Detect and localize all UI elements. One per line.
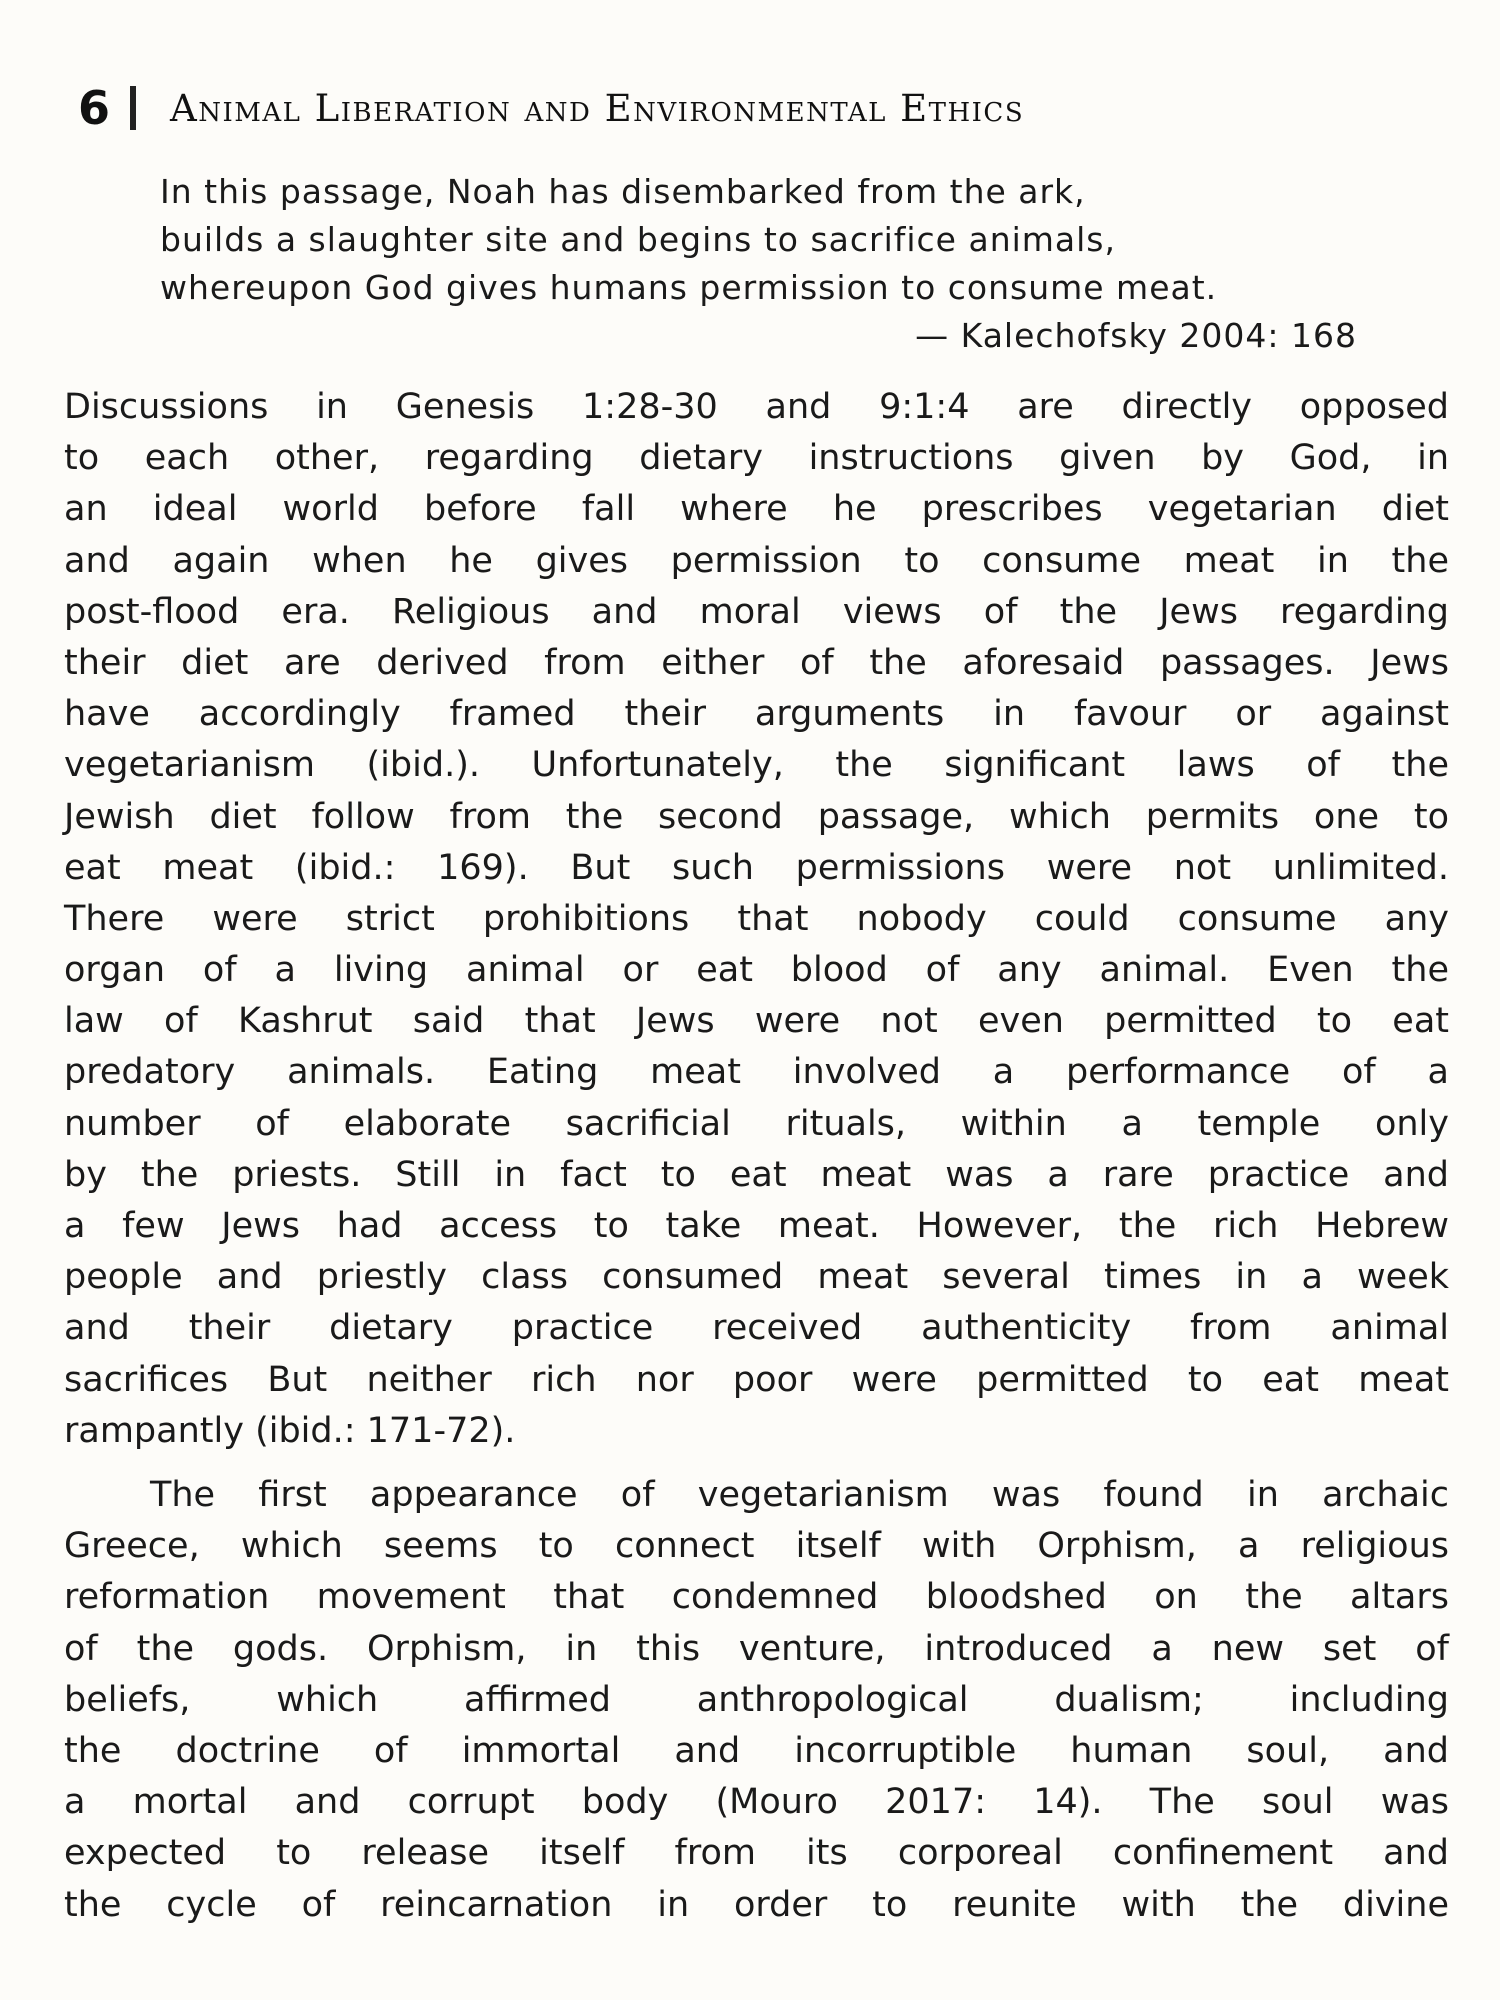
running-head xyxy=(78,78,1024,138)
text-line: the doctrine of immortal and incorruptible human soul, and xyxy=(64,1730,1449,1771)
text-line: an ideal world before fall where he prescribes vegetarian diet xyxy=(64,489,1449,530)
text-line: Discussions in Genesis 1:28-30 and 9:1:4 are directly opposed xyxy=(64,387,1449,427)
text-line: predatory animals. Eating meat involved a performance of a xyxy=(64,1052,1449,1093)
epigraph-quote xyxy=(160,168,1360,360)
text-line: of the gods. Orphism, in this venture, introduced a new set of xyxy=(64,1628,1449,1669)
epigraph-line: In this passage, Noah has disembarked from the ark, xyxy=(160,172,1086,211)
book-title: Animal Liberation and Environmental Ethics xyxy=(170,86,1025,130)
text-line: sacrifices But neither rich nor poor were permitted to eat meat xyxy=(64,1359,1449,1400)
text-line: beliefs, which affirmed anthropological dualism; including xyxy=(64,1679,1449,1720)
page-number: 6 xyxy=(78,81,111,135)
text-line: organ of a living animal or eat blood of any animal. Even the xyxy=(64,950,1449,991)
text-line: and again when he gives permission to consume meat in the xyxy=(64,540,1449,581)
text-line: to each other, regarding dietary instructions given by God, in xyxy=(64,438,1449,479)
text-line: their diet are derived from either of the aforesaid passages. Jews xyxy=(64,642,1449,683)
text-line: a mortal and corrupt body (Mouro 2017: 14). The soul was xyxy=(64,1782,1449,1823)
text-line: There were strict prohibitions that nobody could consume any xyxy=(64,898,1449,939)
header-divider xyxy=(130,86,136,130)
text-line: Jewish diet follow from the second passage, which permits one to xyxy=(64,796,1449,837)
text-line: number of elaborate sacrificial rituals, within a temple only xyxy=(64,1103,1449,1144)
text-line: have accordingly framed their arguments in favour or against xyxy=(64,694,1449,735)
text-line: eat meat (ibid.: 169). But such permissions were not unlimited. xyxy=(64,847,1449,888)
epigraph-line: builds a slaughter site and begins to sacrifice animals, xyxy=(160,220,1116,259)
text-line: by the priests. Still in fact to eat meat was a rare practice and xyxy=(64,1154,1449,1195)
text-line: law of Kashrut said that Jews were not even permitted to eat xyxy=(64,1001,1449,1042)
text-line: reformation movement that condemned bloodshed on the altars xyxy=(64,1577,1449,1618)
epigraph-line: whereupon God gives humans permission to consume meat. xyxy=(160,268,1218,307)
body-paragraph-2 xyxy=(64,1470,1449,1931)
epigraph-attribution: — Kalechofsky 2004: 168 xyxy=(915,316,1357,355)
text-line: expected to release itself from its corporeal confinement and xyxy=(64,1833,1449,1874)
text-line: vegetarianism (ibid.). Unfortunately, the significant laws of the xyxy=(64,745,1449,786)
text-line: people and priestly class consumed meat several times in a week xyxy=(64,1257,1449,1298)
text-line: Greece, which seems to connect itself with Orphism, a religious xyxy=(64,1526,1449,1567)
text-line: and their dietary practice received authenticity from animal xyxy=(64,1308,1449,1349)
body-paragraph-1 xyxy=(64,382,1449,1457)
text-line: the cycle of reincarnation in order to reunite with the divine xyxy=(64,1884,1449,1925)
text-line: The first appearance of vegetarianism was found in archaic xyxy=(150,1475,1449,1515)
text-line: rampantly (ibid.: 171-72). xyxy=(64,1410,516,1451)
text-line: a few Jews had access to take meat. However, the rich Hebrew xyxy=(64,1206,1449,1246)
text-line: post-flood era. Religious and moral views of the Jews regarding xyxy=(64,591,1449,632)
